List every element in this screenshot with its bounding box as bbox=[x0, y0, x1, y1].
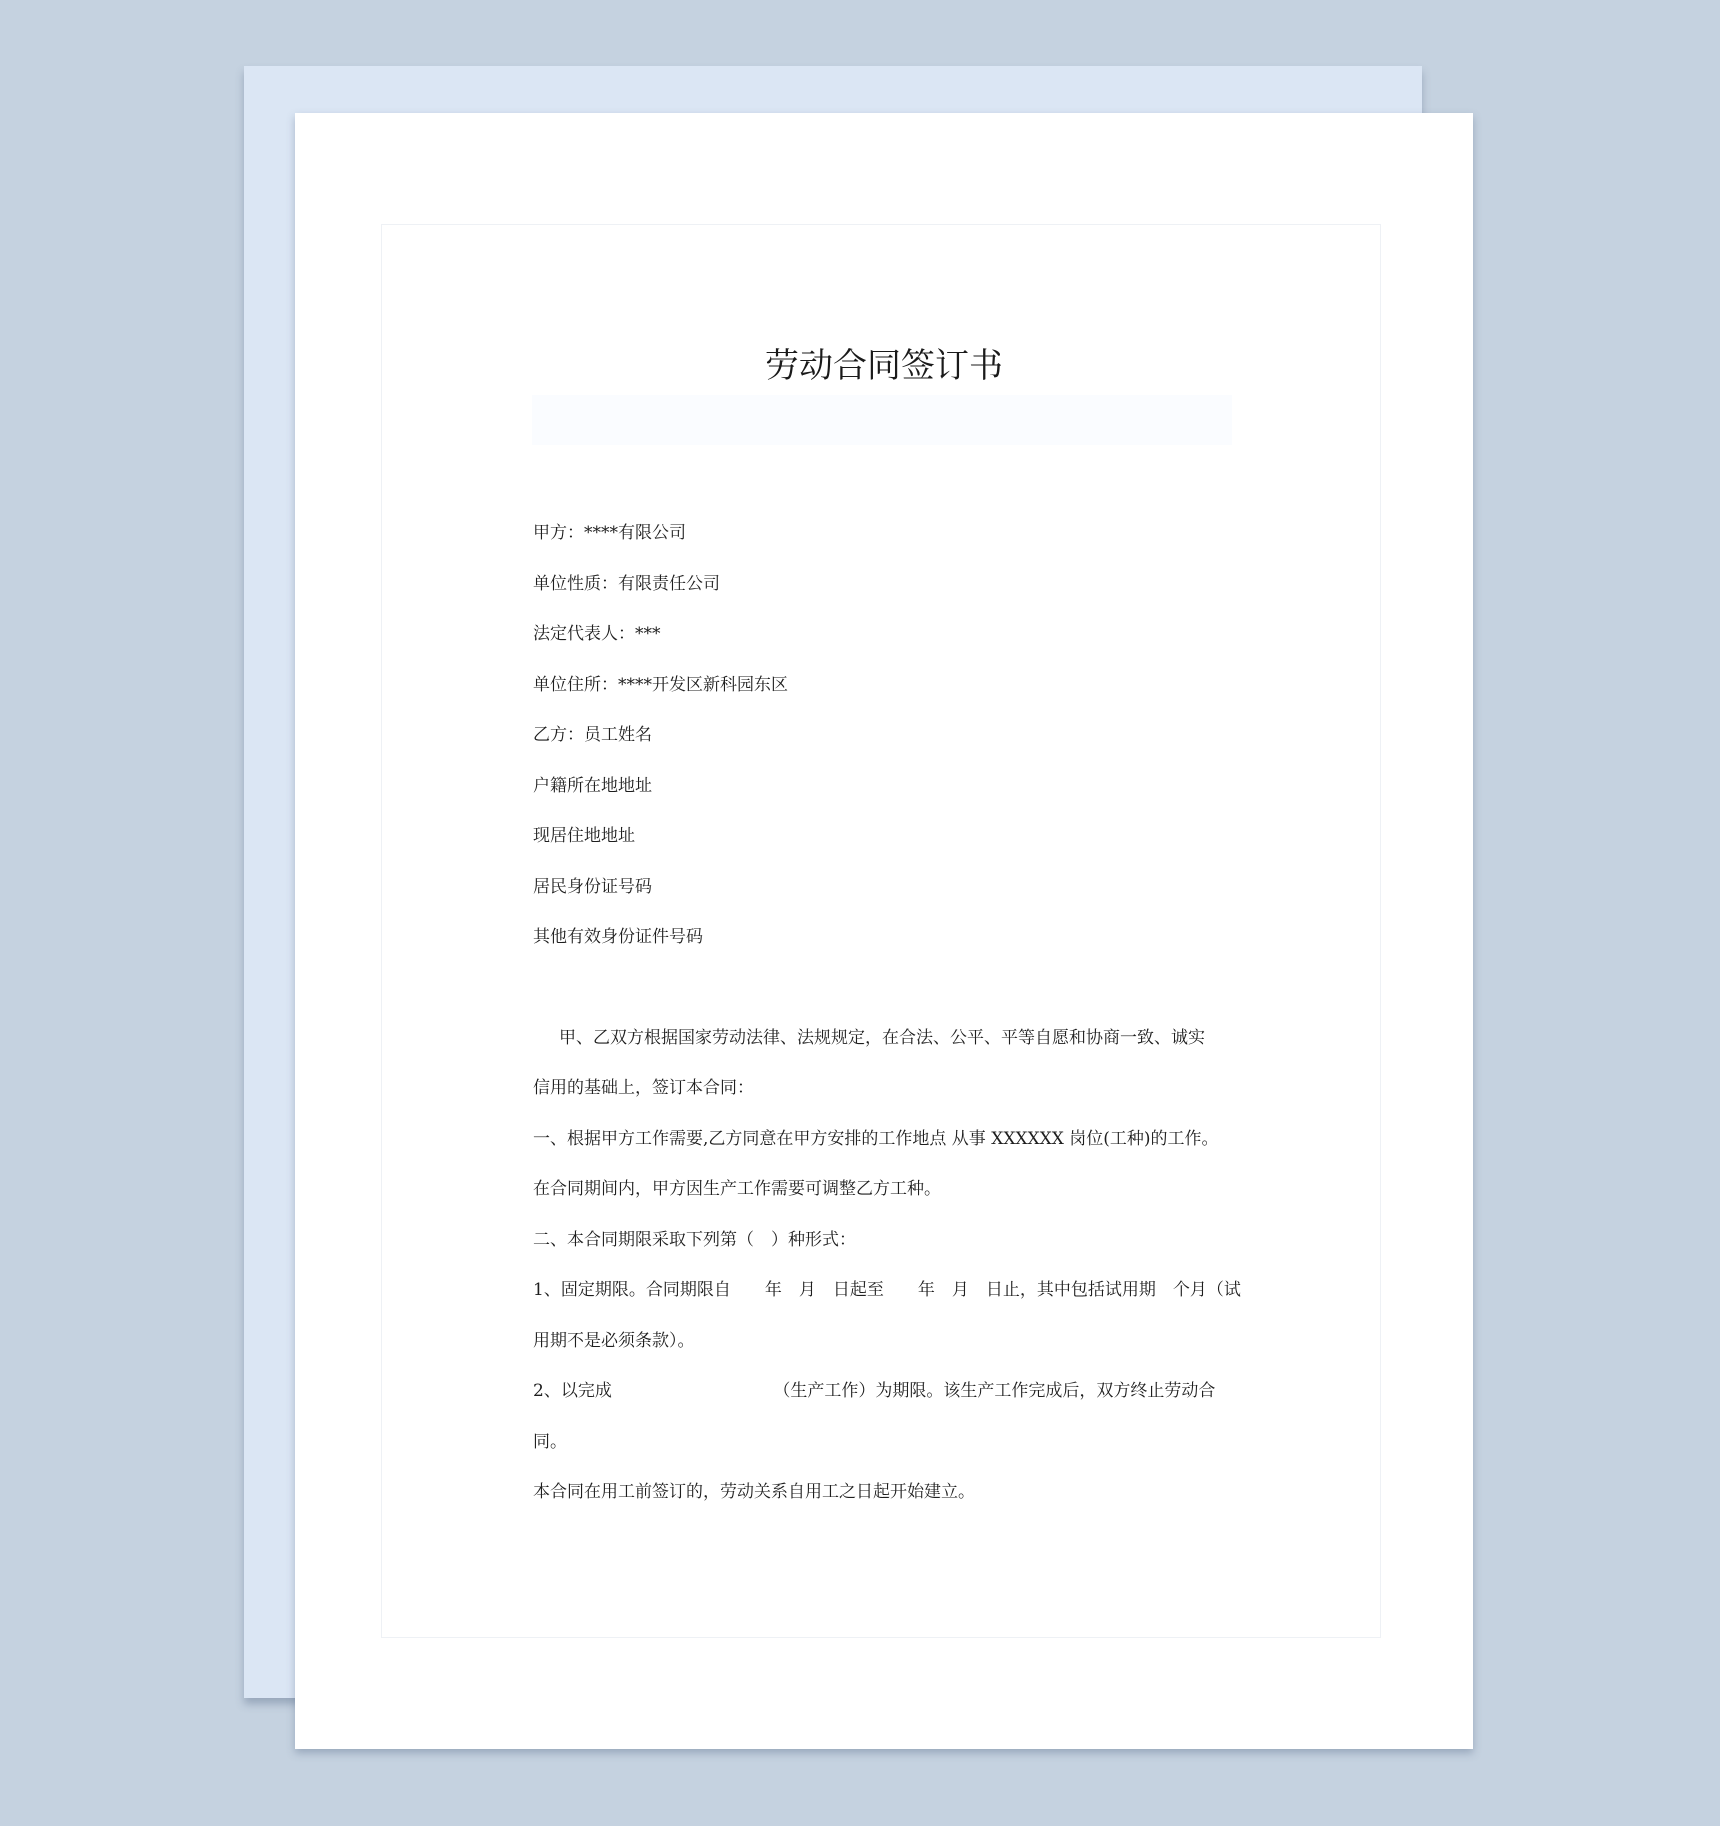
field-other-id-number: 其他有效身份证件号码 bbox=[533, 927, 703, 947]
clause-1: 一、根据甲方工作需要,乙方同意在甲方安排的工作地点 从事 XXXXXX 岗位(工种)的工作。 bbox=[533, 1128, 1219, 1149]
field-party-b: 乙方：员工姓名 bbox=[533, 725, 652, 745]
field-party-a: 甲方：****有限公司 bbox=[533, 523, 686, 543]
clause-2-note: 本合同在用工前签订的，劳动关系自用工之日起开始建立。 bbox=[533, 1482, 975, 1502]
clause-2-option-2: 2、以完成 （生产工作）为期限。该生产工作完成后，双方终止劳动合 bbox=[533, 1381, 1216, 1401]
paragraph-preamble: 甲、乙双方根据国家劳动法律、法规规定，在合法、公平、平等自愿和协商一致、诚实 bbox=[559, 1027, 1205, 1048]
clause-2-option-1: 1、固定期限。合同期限自 年 月 日起至 年 月 日止，其中包括试用期 个月（试 bbox=[533, 1280, 1241, 1300]
clause-2: 二、本合同期限采取下列第（ ）种形式： bbox=[533, 1229, 856, 1250]
section-spacer bbox=[533, 963, 1233, 1013]
title-underline-band bbox=[532, 395, 1232, 445]
field-household-address: 户籍所在地地址 bbox=[533, 775, 652, 796]
field-unit-address: 单位住所：****开发区新科园东区 bbox=[533, 674, 788, 695]
field-current-address: 现居住地地址 bbox=[533, 826, 635, 846]
front-page-sheet bbox=[295, 113, 1473, 1749]
clause-1-cont: 在合同期间内，甲方因生产工作需要可调整乙方工种。 bbox=[533, 1179, 941, 1199]
field-legal-representative: 法定代表人：*** bbox=[533, 624, 661, 644]
field-unit-type: 单位性质：有限责任公司 bbox=[533, 573, 720, 594]
paragraph-preamble-cont: 信用的基础上，签订本合同： bbox=[533, 1078, 754, 1098]
clause-2-option-2-cont: 同。 bbox=[533, 1431, 567, 1452]
clause-2-option-1-cont: 用期不是必须条款）。 bbox=[533, 1330, 695, 1351]
field-id-number: 居民身份证号码 bbox=[533, 876, 652, 897]
document-title: 劳动合同签订书 bbox=[765, 346, 1003, 386]
document-body bbox=[533, 508, 1241, 1518]
